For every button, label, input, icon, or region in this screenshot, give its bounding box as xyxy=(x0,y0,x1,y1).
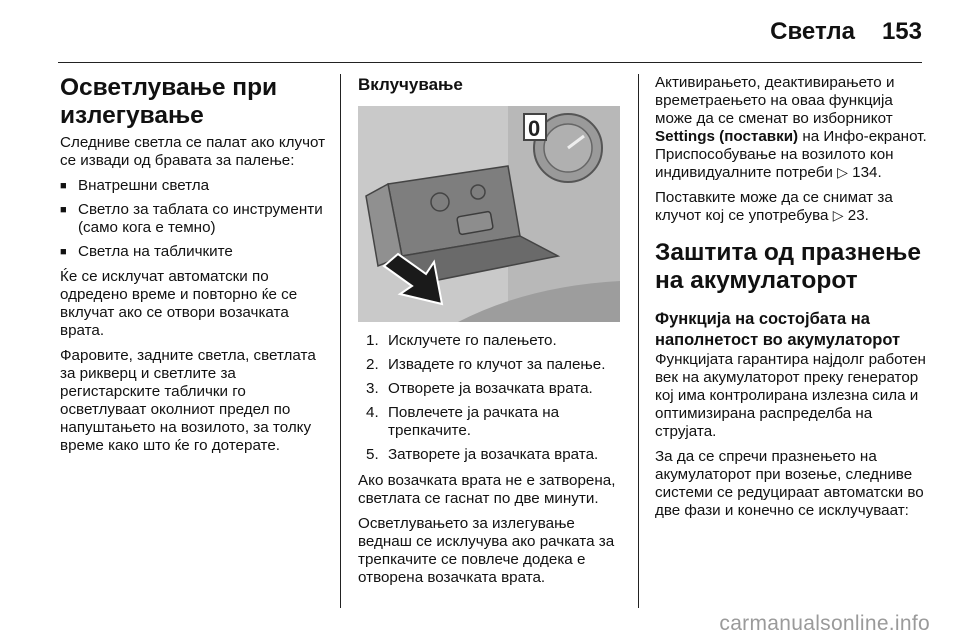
subsection-heading: Вклучување xyxy=(358,75,463,94)
column-divider-2 xyxy=(638,74,639,608)
column-divider-1 xyxy=(340,74,341,608)
paragraph: Активирањето, деактивирањето и времетраењето на оваа функција може да се сменат во изборникот Settings (поставки) на Инфо-екранот. Приспособување на возилото кон индивидуалните потреби ▷ 134. xyxy=(655,74,927,181)
page-reference[interactable]: 134. xyxy=(852,164,882,181)
paragraph: Осветлувањето за излегување веднаш се исклучува ако рачката за трепкачите се повлече додека е отворена возачката врата. xyxy=(358,515,615,586)
section-heading: Заштита од празнење на акумулаторот xyxy=(655,239,922,294)
arrow-ref-icon: ▷ xyxy=(832,208,844,224)
arrow-ref-icon: ▷ xyxy=(837,165,848,181)
stalk-drawing xyxy=(358,106,620,322)
list-item: ■ Светло за таблата со инструменти (само кога е темно) xyxy=(60,201,328,237)
page-number: 153 xyxy=(881,18,922,45)
lights-list xyxy=(60,177,328,261)
list-item: 1. Исклучете го палењето. xyxy=(366,332,557,349)
subsection-heading: Функција на состојбата на наполнетост во акумулаторот xyxy=(655,310,901,349)
section-title: Светла xyxy=(770,18,855,45)
list-item: ■ Светла на табличките xyxy=(60,243,328,261)
list-item: 5. Затворете ја возачката врата. xyxy=(366,446,599,463)
column-1 xyxy=(60,74,328,462)
column-3 xyxy=(655,74,927,527)
list-item: 4. Повлечете ја рачката на трепкачите. xyxy=(366,404,560,439)
section-heading: Осветлување при излегување xyxy=(60,74,278,129)
paragraph: Ќе се исклучат автоматски по одредено време и повторно ќе се вклучат ако се отвори возачката врата. xyxy=(60,268,298,339)
dial-zero-label: 0 xyxy=(528,116,541,141)
watermark: carmanualsonline.info xyxy=(719,612,930,635)
page-reference[interactable]: 23. xyxy=(847,207,869,224)
procedure-steps xyxy=(358,332,626,464)
paragraph: Поставките може да се снимат за клучот кој се употребува ▷ 23. xyxy=(655,189,893,224)
paragraph: Ако возачката врата не е затворена, светлата се гаснат по две минути. xyxy=(358,472,616,507)
list-item: ■ Внатрешни светла xyxy=(60,177,328,195)
column-2 xyxy=(358,74,626,594)
list-item: 2. Извадете го клучот за палење. xyxy=(366,356,606,373)
paragraph: За да се спречи празнењето на акумулаторот при возење, следниве системи се редуцираат автоматски во две фази и конечно се исклучуваат: xyxy=(655,448,924,519)
intro-paragraph: Следниве светла се палат ако клучот се извади од бравата за палење: xyxy=(60,134,326,169)
paragraph: Фаровите, задните светла, светлата за рикверц и светлите за регистарските таблички го осветлуваат околниот предел по напуштањето на возилото, за толку време како што ќе го дотерате. xyxy=(60,347,316,454)
header-divider xyxy=(58,62,922,63)
page-header xyxy=(0,0,960,66)
list-item: 3. Отворете ја возачката врата. xyxy=(366,380,593,397)
turn-signal-stalk-illustration xyxy=(358,106,620,322)
paragraph: Функцијата гарантира најдолг работен век на акумулаторот преку генератор кој има контролирана излезна сила и оптимизирана распределба на струјата. xyxy=(655,351,926,440)
settings-menu-term: Settings (поставки) xyxy=(655,128,799,145)
